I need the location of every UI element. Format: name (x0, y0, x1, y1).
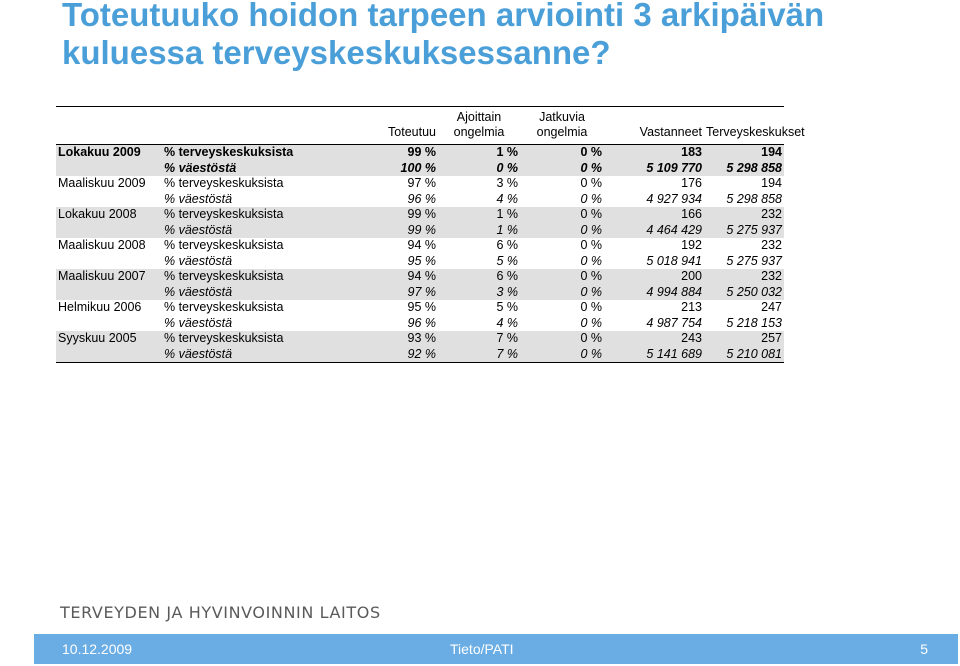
cell-period: Syyskuu 2005 (56, 331, 162, 347)
cell-measure: % terveyskeskuksista (162, 145, 358, 161)
cell-jatkuvia: 0 % (520, 145, 604, 161)
header-measure (162, 107, 358, 145)
cell-vastanneet: 4 464 429 (604, 223, 704, 239)
cell-toteutuu: 93 % (358, 331, 438, 347)
cell-vastanneet: 183 (604, 145, 704, 161)
cell-jatkuvia: 0 % (520, 300, 604, 316)
cell-period: Maaliskuu 2008 (56, 238, 162, 254)
cell-ajoittain: 3 % (438, 176, 520, 192)
cell-jatkuvia: 0 % (520, 347, 604, 363)
footer-center: Tieto/PATI (450, 641, 514, 657)
table-row (56, 238, 784, 254)
cell-vastanneet: 176 (604, 176, 704, 192)
cell-vastanneet: 166 (604, 207, 704, 223)
table-row (56, 254, 784, 270)
cell-measure: % terveyskeskuksista (162, 238, 358, 254)
cell-vastanneet: 4 987 754 (604, 316, 704, 332)
header-toteutuu: Toteutuu (358, 107, 438, 145)
cell-jatkuvia: 0 % (520, 176, 604, 192)
cell-jatkuvia: 0 % (520, 238, 604, 254)
cell-terveyskeskukset: 232 (704, 207, 784, 223)
cell-terveyskeskukset: 257 (704, 331, 784, 347)
table-header-row (56, 107, 784, 145)
cell-ajoittain: 4 % (438, 192, 520, 208)
cell-jatkuvia: 0 % (520, 223, 604, 239)
cell-jatkuvia: 0 % (520, 269, 604, 285)
cell-ajoittain: 6 % (438, 269, 520, 285)
cell-measure: % väestöstä (162, 254, 358, 270)
cell-terveyskeskukset: 232 (704, 269, 784, 285)
cell-vastanneet: 4 994 884 (604, 285, 704, 301)
cell-ajoittain: 7 % (438, 331, 520, 347)
cell-ajoittain: 1 % (438, 223, 520, 239)
cell-vastanneet: 4 927 934 (604, 192, 704, 208)
cell-ajoittain: 3 % (438, 285, 520, 301)
cell-vastanneet: 200 (604, 269, 704, 285)
cell-measure: % väestöstä (162, 192, 358, 208)
cell-period (56, 192, 162, 208)
table-row (56, 269, 784, 285)
footer-date: 10.12.2009 (62, 641, 133, 657)
slide-title: Toteutuuko hoidon tarpeen arviointi 3 arkipäivän kuluessa terveyskeskuksessanne? (62, 0, 825, 71)
cell-period: Helmikuu 2006 (56, 300, 162, 316)
table-row (56, 223, 784, 239)
cell-toteutuu: 95 % (358, 254, 438, 270)
cell-period (56, 254, 162, 270)
cell-measure: % terveyskeskuksista (162, 207, 358, 223)
cell-terveyskeskukset: 5 298 858 (704, 161, 784, 177)
table-row (56, 331, 784, 347)
cell-measure: % väestöstä (162, 316, 358, 332)
cell-measure: % väestöstä (162, 285, 358, 301)
cell-vastanneet: 192 (604, 238, 704, 254)
header-jatkuvia: Jatkuvia ongelmia (520, 107, 604, 145)
cell-period (56, 316, 162, 332)
cell-period (56, 223, 162, 239)
cell-measure: % terveyskeskuksista (162, 269, 358, 285)
header-period (56, 107, 162, 145)
cell-jatkuvia: 0 % (520, 207, 604, 223)
cell-toteutuu: 99 % (358, 207, 438, 223)
cell-toteutuu: 92 % (358, 347, 438, 363)
cell-ajoittain: 0 % (438, 161, 520, 177)
cell-toteutuu: 95 % (358, 300, 438, 316)
cell-vastanneet: 213 (604, 300, 704, 316)
cell-vastanneet: 5 109 770 (604, 161, 704, 177)
cell-vastanneet: 5 018 941 (604, 254, 704, 270)
cell-terveyskeskukset: 5 298 858 (704, 192, 784, 208)
cell-jatkuvia: 0 % (520, 285, 604, 301)
cell-period: Maaliskuu 2009 (56, 176, 162, 192)
cell-measure: % väestöstä (162, 223, 358, 239)
cell-period: Lokakuu 2009 (56, 145, 162, 161)
thl-logo-text: TERVEYDEN JA HYVINVOINNIN LAITOS (60, 603, 381, 622)
data-table (56, 106, 805, 363)
cell-terveyskeskukset: 5 218 153 (704, 316, 784, 332)
cell-toteutuu: 94 % (358, 269, 438, 285)
cell-jatkuvia: 0 % (520, 161, 604, 177)
table-row (56, 176, 784, 192)
cell-toteutuu: 96 % (358, 316, 438, 332)
cell-terveyskeskukset: 194 (704, 176, 784, 192)
table-row (56, 145, 784, 161)
cell-ajoittain: 5 % (438, 300, 520, 316)
header-vastanneet: Vastanneet (604, 107, 704, 145)
cell-terveyskeskukset: 5 250 032 (704, 285, 784, 301)
cell-ajoittain: 5 % (438, 254, 520, 270)
cell-period: Lokakuu 2008 (56, 207, 162, 223)
cell-measure: % terveyskeskuksista (162, 331, 358, 347)
cell-vastanneet: 243 (604, 331, 704, 347)
table-row (56, 161, 784, 177)
cell-ajoittain: 6 % (438, 238, 520, 254)
cell-toteutuu: 99 % (358, 145, 438, 161)
cell-toteutuu: 99 % (358, 223, 438, 239)
cell-toteutuu: 100 % (358, 161, 438, 177)
cell-toteutuu: 94 % (358, 238, 438, 254)
table-row (56, 347, 784, 363)
table-row (56, 316, 784, 332)
cell-vastanneet: 5 141 689 (604, 347, 704, 363)
cell-ajoittain: 1 % (438, 145, 520, 161)
cell-period: Maaliskuu 2007 (56, 269, 162, 285)
cell-period (56, 347, 162, 363)
table-body (56, 145, 784, 363)
cell-terveyskeskukset: 5 275 937 (704, 254, 784, 270)
cell-toteutuu: 97 % (358, 285, 438, 301)
cell-toteutuu: 97 % (358, 176, 438, 192)
cell-terveyskeskukset: 232 (704, 238, 784, 254)
header-terveyskeskukset: Terveyskeskukset (704, 107, 784, 145)
cell-period (56, 285, 162, 301)
cell-measure: % terveyskeskuksista (162, 176, 358, 192)
cell-ajoittain: 1 % (438, 207, 520, 223)
cell-toteutuu: 96 % (358, 192, 438, 208)
header-ajoittain: Ajoittain ongelmia (438, 107, 520, 145)
cell-period (56, 161, 162, 177)
cell-measure: % terveyskeskuksista (162, 300, 358, 316)
table-row (56, 300, 784, 316)
page-number: 5 (920, 641, 928, 657)
cell-terveyskeskukset: 5 275 937 (704, 223, 784, 239)
footer-bar (34, 634, 958, 664)
cell-terveyskeskukset: 247 (704, 300, 784, 316)
cell-jatkuvia: 0 % (520, 316, 604, 332)
cell-ajoittain: 4 % (438, 316, 520, 332)
table-row (56, 207, 784, 223)
cell-jatkuvia: 0 % (520, 192, 604, 208)
table-row (56, 192, 784, 208)
cell-jatkuvia: 0 % (520, 254, 604, 270)
cell-ajoittain: 7 % (438, 347, 520, 363)
cell-measure: % väestöstä (162, 347, 358, 363)
cell-terveyskeskukset: 194 (704, 145, 784, 161)
cell-measure: % väestöstä (162, 161, 358, 177)
cell-jatkuvia: 0 % (520, 331, 604, 347)
table-row (56, 285, 784, 301)
cell-terveyskeskukset: 5 210 081 (704, 347, 784, 363)
